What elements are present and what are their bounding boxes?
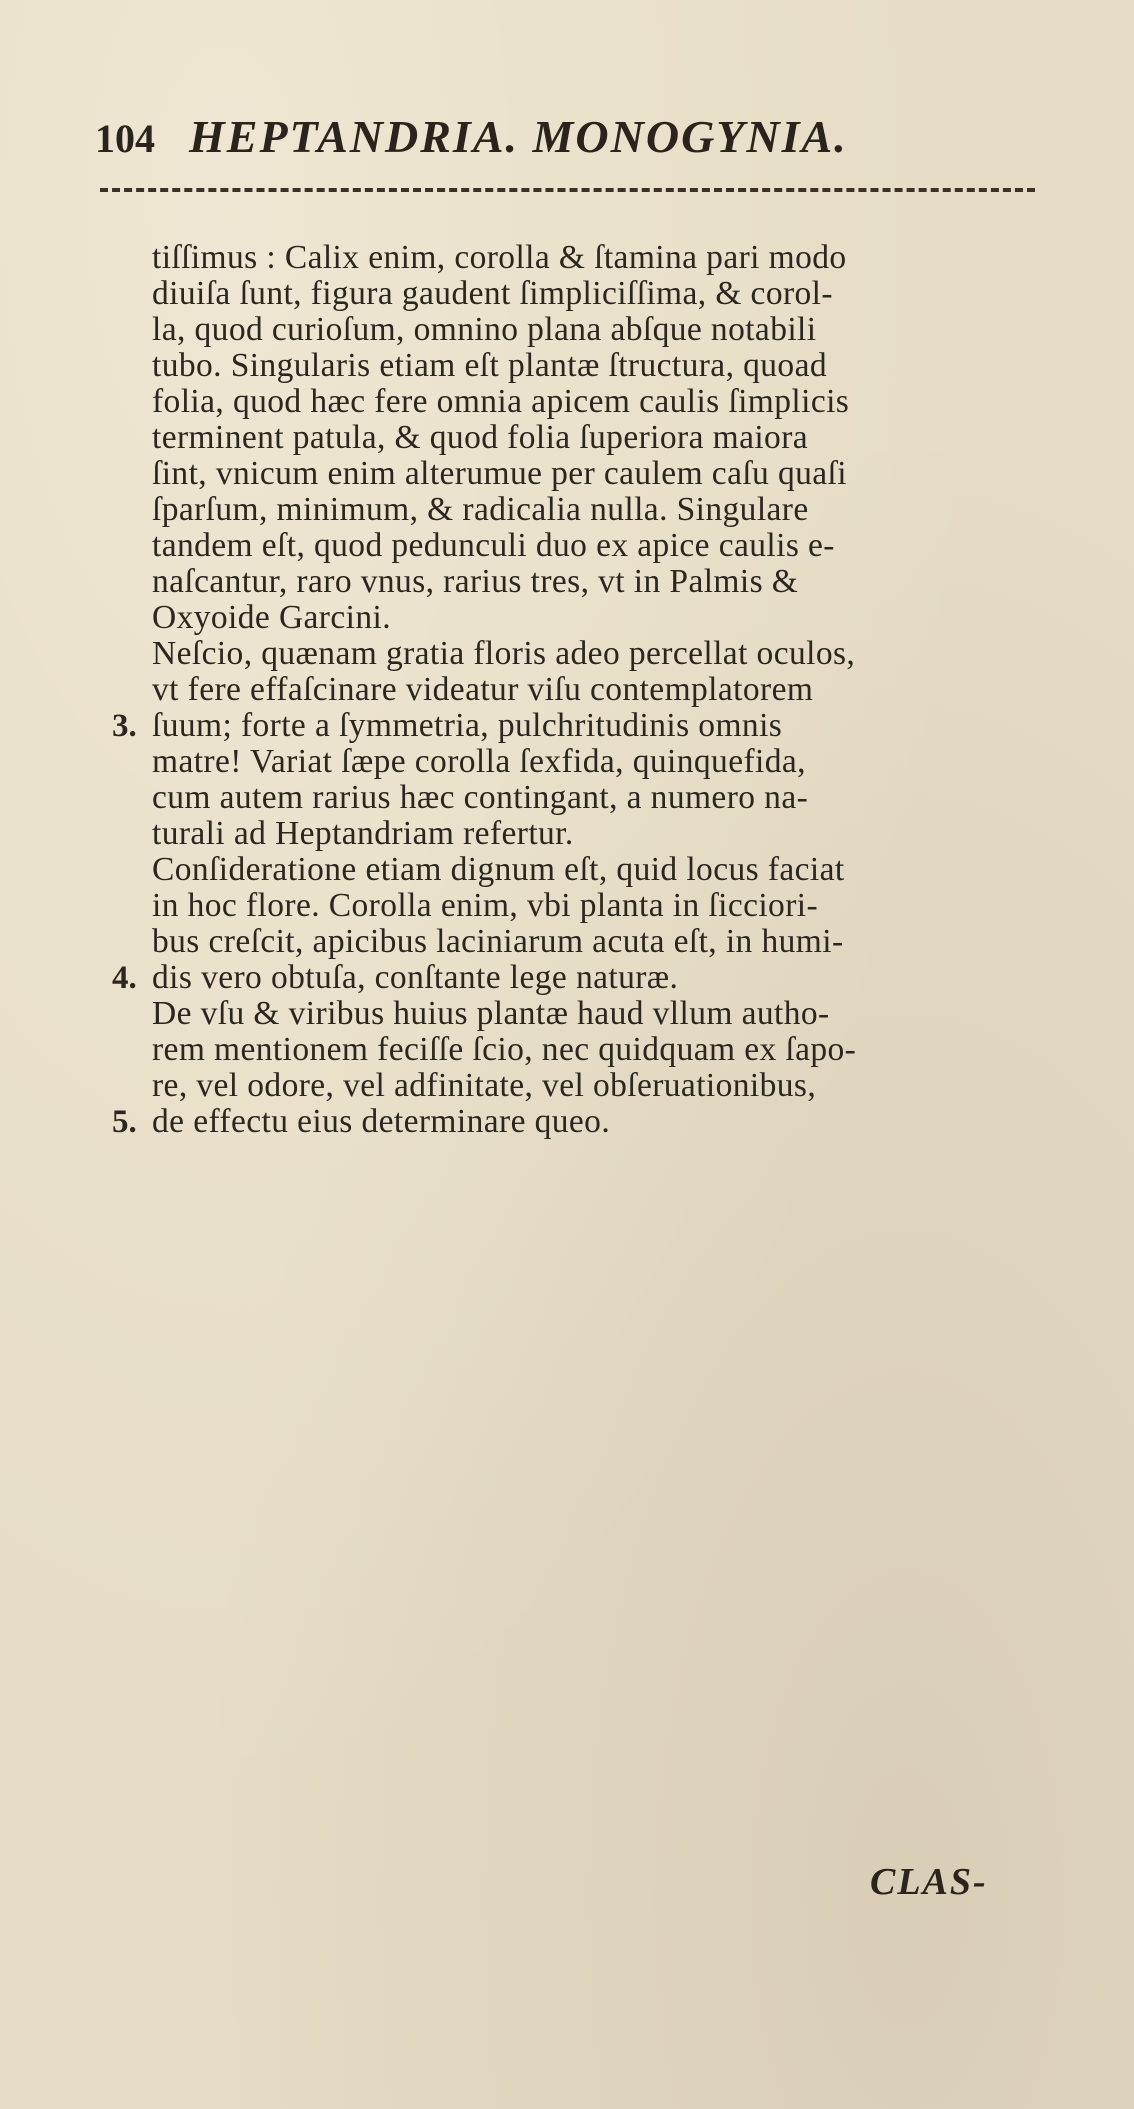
- text-line: De vſu & viribus huius plantæ haud vllum autho-: [152, 995, 830, 1032]
- text-line: re, vel odore, vel adfinitate, vel obſeruationibus,: [152, 1067, 817, 1104]
- page-number: 104: [95, 116, 155, 161]
- text-line: dis vero obtuſa, conſtante lege naturæ.: [152, 959, 679, 996]
- text-line: in hoc flore. Corolla enim, vbi planta in ſicciori-: [152, 887, 819, 924]
- text-line: cum autem rarius hæc contingant, a numero na-: [152, 779, 809, 816]
- text-line: bus creſcit, apicibus laciniarum acuta eſt, in humi-: [152, 923, 844, 960]
- text-line: ſparſum, minimum, & radicalia nulla. Singulare: [152, 491, 809, 528]
- running-head: HEPTANDRIA. MONOGYNIA.: [189, 111, 848, 162]
- text-line: Conſideratione etiam dignum eſt, quid locus faciat: [152, 851, 845, 888]
- section-number-5: 5.: [112, 1104, 137, 1140]
- page-header: [95, 110, 1055, 180]
- text-line: ſint, vnicum enim alterumue per caulem caſu quaſi: [152, 455, 847, 492]
- text-line: folia, quod hæc fere omnia apicem caulis ſimplicis: [152, 383, 850, 420]
- text-line: tubo. Singularis etiam eſt plantæ ſtructura, quoad: [152, 347, 827, 384]
- text-line: matre! Variat ſæpe corolla ſexfida, quinquefida,: [152, 743, 806, 780]
- section-number-3: 3.: [112, 708, 137, 744]
- text-line: terminent patula, & quod folia ſuperiora maiora: [152, 419, 809, 456]
- section-number-4: 4.: [112, 960, 137, 996]
- text-line: naſcantur, raro vnus, rarius tres, vt in Palmis &: [152, 563, 799, 600]
- catchword: CLAS-: [870, 1861, 988, 1903]
- text-line: rem mentionem feciſſe ſcio, nec quidquam ex ſapo-: [152, 1031, 857, 1068]
- header-rule: [100, 188, 1035, 192]
- text-line: de effectu eius determinare queo.: [152, 1103, 611, 1140]
- text-line: la, quod curioſum, omnino plana abſque notabili: [152, 311, 817, 348]
- text-line: turali ad Heptandriam refertur.: [152, 815, 574, 852]
- text-line: Neſcio, quænam gratia floris adeo percellat oculos,: [152, 635, 856, 672]
- text-line: tiſſimus : Calix enim, corolla & ſtamina pari modo: [152, 239, 847, 276]
- main-text: [152, 240, 1052, 1140]
- text-line: Oxyoide Garcini.: [152, 599, 391, 636]
- text-line: ſuum; forte a ſymmetria, pulchritudinis omnis: [152, 707, 783, 744]
- text-line: vt fere effaſcinare videatur viſu contemplatorem: [152, 671, 814, 708]
- text-line: diuiſa ſunt, figura gaudent ſimpliciſſima, & corol-: [152, 275, 833, 312]
- text-line: tandem eſt, quod pedunculi duo ex apice caulis e-: [152, 527, 835, 564]
